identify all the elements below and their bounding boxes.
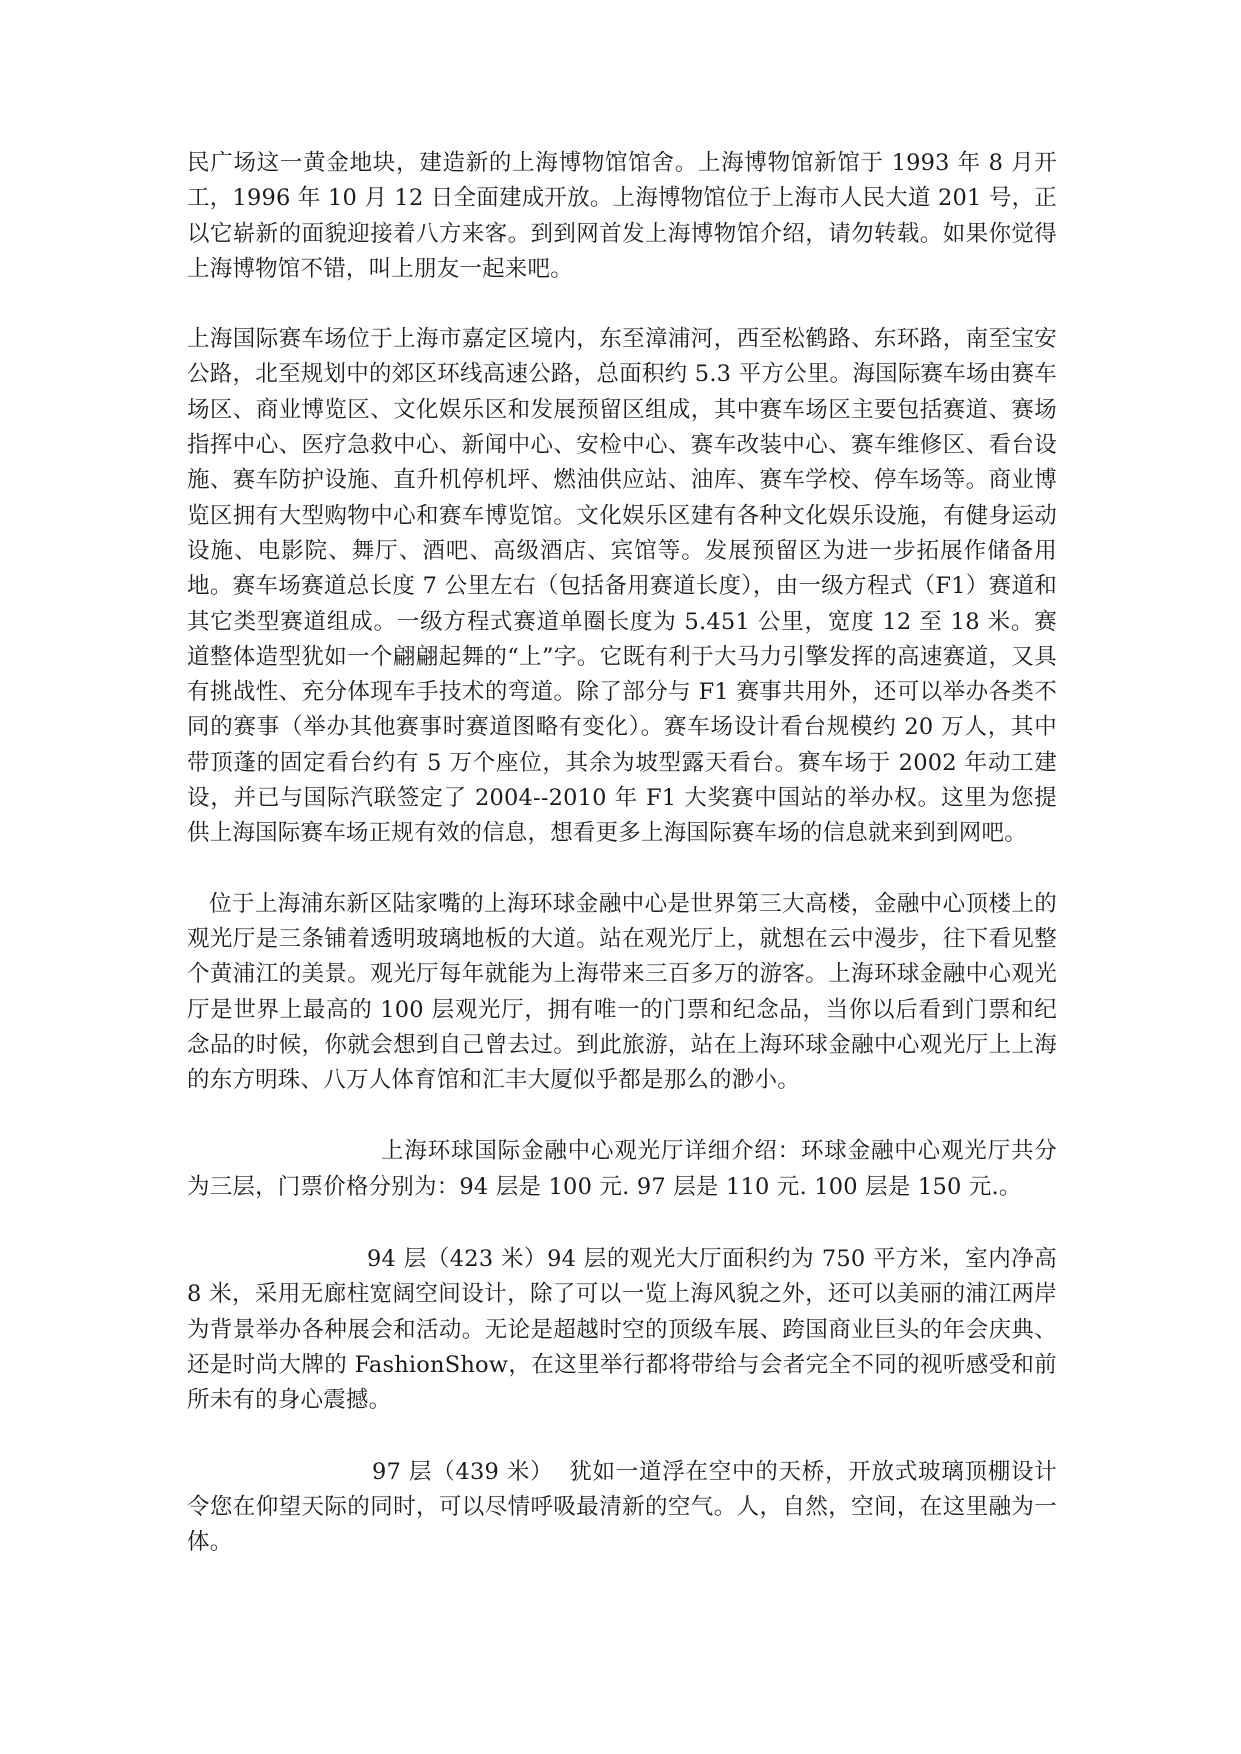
paragraph-floor-97: 97 层（439 米） 犹如一道浮在空中的天桥，开放式玻璃顶棚设计令您在仰望天际的同时，可以尽情呼吸最清新的空气。人，自然，空间，在这里融为一体。 (187, 1458, 1057, 1556)
document-body (187, 146, 1065, 1560)
paragraph-observatory-tickets: 上海环球国际金融中心观光厅详细介绍：环球金融中心观光厅共分为三层，门票价格分别为：94 层是 100 元. 97 层是 110 元. 100 层是 150 元.。 (187, 1138, 1057, 1200)
paragraph-international-circuit: 上海国际赛车场位于上海市嘉定区境内，东至漳浦河，西至松鹤路、东环路，南至宝安公路，北至规划中的郊区环线高速公路，总面积约 5.3 平方公里。海国际赛车场由赛车场区、商业博览区、文化娱乐区和发展预留区组成，其中赛车场区主要包括赛道、赛场指挥中心、医疗急救中心、新闻中心、安检中心、赛车改装中心、赛车维修区、看台设施、赛车防护设施、直升机停机坪、燃油供应站、油库、赛车学校、停车场等。商业博览区拥有大型购物中心和赛车博览馆。文化娱乐区建有各种文化娱乐设施，有健身运动设施、电影院、舞厅、酒吧、高级酒店、宾馆等。发展预留区为进一步拓展作储备用地。赛车场赛道总长度 7 公里左右（包括备用赛道长度），由一级方程式（F1）赛道和其它类型赛道组成。一级方程式赛道单圈长度为 5.451 公里，宽度 12 至 18 米。赛道整体造型犹如一个翩翩起舞的“上”字。它既有利于大马力引擎发挥的高速赛道，又具有挑战性、充分体现车手技术的弯道。除了部分与 F1 赛事共用外，还可以举办各类不同的赛事（举办其他赛事时赛道图略有变化）。赛车场设计看台规模约 20 万人，其中带顶蓬的固定看台约有 5 万个座位，其余为坡型露天看台。赛车场于 2002 年动工建设，并已与国际汽联签定了 2004--2010 年 F1 大奖赛中国站的举办权。这里为您提供上海国际赛车场正规有效的信息，想看更多上海国际赛车场的信息就来到到网吧。 (187, 326, 1057, 847)
paragraph-floor-94: 94 层（423 米）94 层的观光大厅面积约为 750 平方米，室内净高 8 米，采用无廊柱宽阔空间设计，除了可以一览上海风貌之外，还可以美丽的浦江两岸为背景举办各种展会和活动。无论是超越时空的顶级车展、跨国商业巨头的年会庆典、还是时尚大牌的 FashionShow，在这里举行都将带给与会者完全不同的视听感受和前所未有的身心震撼。 (187, 1246, 1065, 1414)
paragraph-world-financial-center: 位于上海浦东新区陆家嘴的上海环球金融中心是世界第三大高楼，金融中心顶楼上的观光厅是三条铺着透明玻璃地板的大道。站在观光厅上，就想在云中漫步，往下看见整个黄浦江的美景。观光厅每年就能为上海带来三百多万的游客。上海环球金融中心观光厅是世界上最高的 100 层观光厅，拥有唯一的门票和纪念品，当你以后看到门票和纪念品的时候，你就会想到自己曾去过。到此旅游，站在上海环球金融中心观光厅上上海的东方明珠、八万人体育馆和汇丰大厦似乎都是那么的渺小。 (187, 890, 1057, 1094)
paragraph-shanghai-museum: 民广场这一黄金地块，建造新的上海博物馆馆舍。上海博物馆新馆于 1993 年 8 月开工，1996 年 10 月 12 日全面建成开放。上海博物馆位于上海市人民大道 201 号，正以它崭新的面貌迎接着八方来客。到到网首发上海博物馆介绍，请勿转载。如果你觉得上海博物馆不错，叫上朋友一起来吧。 (187, 150, 1057, 282)
